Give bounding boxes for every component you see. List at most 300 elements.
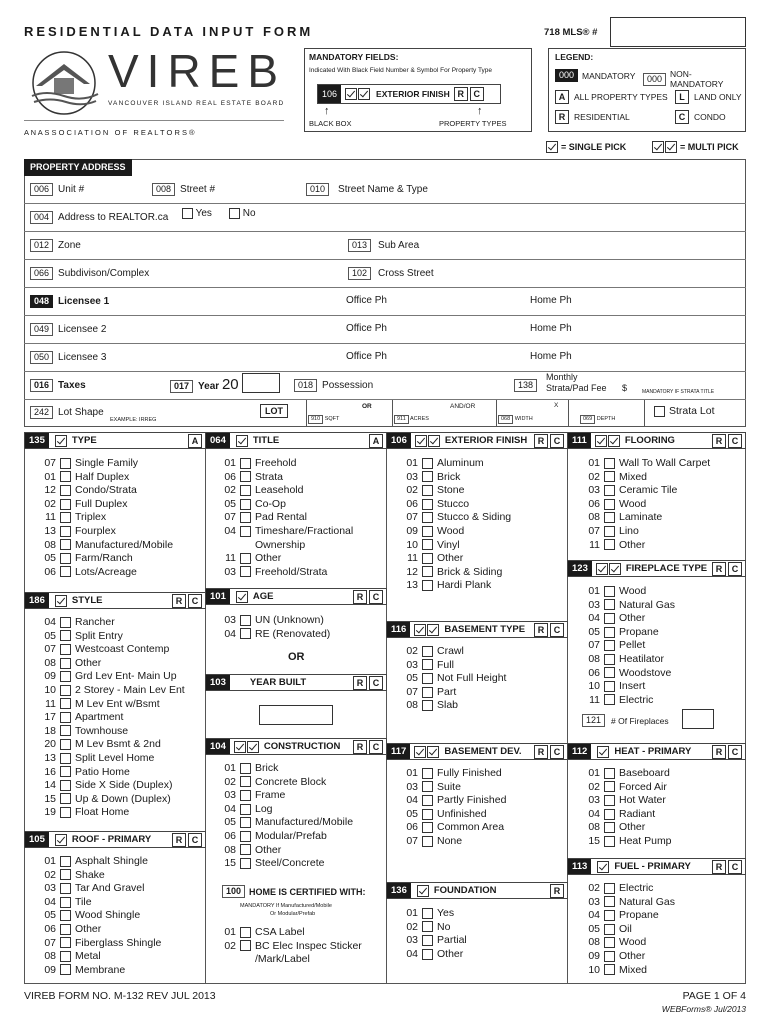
checkbox[interactable] [604,485,615,496]
checkbox[interactable] [240,553,251,564]
checkbox[interactable] [240,776,251,787]
construction-option[interactable] [222,857,353,871]
checkbox[interactable] [60,924,71,935]
option-label: Full [437,658,454,671]
foundation-option[interactable] [404,948,467,962]
checkbox[interactable] [60,566,71,577]
option-label: Stucco [437,497,470,510]
checkbox[interactable] [604,471,615,482]
basement-dev-option[interactable] [404,767,506,781]
legend-example [317,84,501,104]
heat-option[interactable] [586,794,672,808]
exterior-option[interactable] [404,498,511,512]
roof-option[interactable] [42,964,161,978]
checkbox[interactable] [604,667,615,678]
licensee1-office-ph[interactable]: Office Ph [346,295,387,306]
section-code: 117 [387,744,410,759]
section-heat-header [567,743,746,760]
strata-lot-option[interactable] [654,405,715,417]
checkbox[interactable] [604,768,615,779]
roof-option[interactable] [42,950,161,964]
roof-option[interactable] [42,937,161,951]
licensee2-office-ph[interactable]: Office Ph [346,323,387,334]
checkbox[interactable] [60,526,71,537]
foundation-option[interactable] [404,921,467,935]
fuel-option[interactable] [586,964,675,978]
construction-option[interactable] [222,789,353,803]
type-option[interactable] [42,539,173,553]
zone-field[interactable] [30,239,81,252]
exterior-option[interactable] [404,579,511,593]
exterior-option[interactable] [404,566,511,580]
address-row-7 [24,344,746,372]
checkbox[interactable] [604,781,615,792]
checkbox[interactable] [60,499,71,510]
exterior-option[interactable] [404,525,511,539]
fuel-options [586,882,675,977]
black-box-label: BLACK BOX [309,119,352,128]
checkbox[interactable] [60,685,71,696]
basement-dev-option[interactable] [404,808,506,822]
option-label: Partial [437,934,467,947]
roof-option[interactable] [42,869,161,883]
licensee3-office-ph[interactable]: Office Ph [346,351,387,362]
checkbox[interactable] [60,458,71,469]
street-number-field[interactable] [152,183,215,196]
option-code: 02 [224,484,236,497]
roof-option[interactable] [42,855,161,869]
address-no-option[interactable] [229,208,256,219]
option-label: Fourplex [75,524,116,537]
licensee3-home-ph[interactable]: Home Ph [530,351,572,362]
checkbox[interactable] [60,753,71,764]
fireplace-option[interactable] [586,694,675,708]
checkbox[interactable] [422,795,433,806]
checkbox[interactable] [240,790,251,801]
r-tag: R [712,860,726,874]
checkbox[interactable] [604,910,615,921]
title-option[interactable] [222,498,353,512]
fireplace-option[interactable] [586,585,675,599]
exterior-option[interactable] [404,552,511,566]
checkbox[interactable] [60,807,71,818]
checkbox[interactable] [240,804,251,815]
checkbox[interactable] [240,940,251,951]
construction-option[interactable] [222,830,353,844]
checkbox[interactable] [604,681,615,692]
fireplace-option[interactable] [586,612,675,626]
option-code: 04 [406,947,418,960]
option-label: Other [255,843,282,856]
type-option[interactable] [42,552,173,566]
fuel-option[interactable] [586,882,675,896]
option-label: M Lev Bsmt & 2nd [75,738,161,751]
subarea-field[interactable] [348,239,419,252]
flooring-option[interactable] [586,484,710,498]
roof-option[interactable] [42,882,161,896]
checkbox[interactable] [604,526,615,537]
lot-shape-field[interactable] [30,406,104,419]
option-label: Natural Gas [619,895,676,908]
checkbox[interactable] [604,512,615,523]
licensee2-home-ph[interactable]: Home Ph [530,323,572,334]
checkbox[interactable] [422,935,433,946]
exterior-option[interactable] [404,471,511,485]
checkbox[interactable] [422,908,433,919]
checkbox[interactable] [604,694,615,705]
style-option[interactable] [42,657,185,671]
fireplace-option[interactable] [586,653,675,667]
checkbox[interactable] [60,553,71,564]
address-yes-option[interactable] [182,208,212,219]
taxes-field[interactable] [30,379,86,392]
checkbox[interactable] [604,809,615,820]
title-option[interactable] [222,539,353,553]
checkbox[interactable] [604,613,615,624]
street-name-field[interactable] [306,183,428,196]
checkbox[interactable] [422,580,433,591]
basement-type-option[interactable] [404,645,506,659]
checkbox[interactable] [422,526,433,537]
checkbox[interactable] [182,208,193,219]
checkbox[interactable] [422,700,433,711]
certified-option[interactable] [222,926,362,940]
option-code: 07 [406,834,418,847]
basement-type-option[interactable] [404,699,506,713]
style-option[interactable] [42,684,185,698]
option-code: 15 [44,792,56,805]
checkbox[interactable] [604,627,615,638]
section-code: 136 [387,883,411,898]
checkbox[interactable] [240,485,251,496]
type-option[interactable] [42,511,173,525]
age-option[interactable] [222,628,330,642]
style-option[interactable] [42,698,185,712]
option-code: 10 [588,963,600,976]
basement-type-option[interactable] [404,659,506,673]
roof-option[interactable] [42,923,161,937]
depth-field[interactable] [580,415,615,424]
check-icon [55,834,67,846]
style-option[interactable] [42,738,185,752]
fireplace-option[interactable] [586,667,675,681]
checkbox[interactable] [60,471,71,482]
exterior-option[interactable] [404,457,511,471]
style-option[interactable] [42,766,185,780]
option-code: 06 [588,666,600,679]
cross-street-field[interactable] [348,267,434,280]
exterior-option[interactable] [404,511,511,525]
checkbox[interactable] [604,539,615,550]
option-code: 12 [44,484,56,497]
checkbox[interactable] [422,687,433,698]
roof-option[interactable] [42,896,161,910]
checkbox[interactable] [60,793,71,804]
section-roof-header [24,831,206,848]
subdivision-field[interactable] [30,267,149,280]
checkbox[interactable] [604,896,615,907]
fuel-option[interactable] [586,896,675,910]
checkbox[interactable] [240,512,251,523]
checkbox[interactable] [604,586,615,597]
option-code: 11 [225,552,236,565]
checkbox[interactable] [604,458,615,469]
flooring-options [586,457,710,552]
flooring-option[interactable] [586,471,710,485]
checkbox[interactable] [604,654,615,665]
type-option[interactable] [42,566,173,580]
title-option[interactable] [222,511,353,525]
field-label: Sub Area [378,240,420,251]
checkbox[interactable] [422,768,433,779]
construction-option[interactable] [222,762,353,776]
mls-input[interactable] [610,17,746,47]
checkbox[interactable] [60,698,71,709]
certified-option[interactable] [222,953,362,967]
checkbox[interactable] [60,897,71,908]
title-option[interactable] [222,552,353,566]
flooring-option[interactable] [586,511,710,525]
checkbox[interactable] [422,836,433,847]
checkbox[interactable] [604,499,615,510]
checkbox[interactable] [240,817,251,828]
r-tag: R [534,623,548,637]
licensee1-home-ph[interactable]: Home Ph [530,295,572,306]
heat-options [586,767,672,849]
page-number: PAGE 1 OF 4 [682,990,746,1002]
checkbox[interactable] [60,712,71,723]
heat-option[interactable] [586,781,672,795]
checkbox[interactable] [422,499,433,510]
checkbox[interactable] [604,836,615,847]
certified-option[interactable] [222,940,362,954]
checkbox[interactable] [422,512,433,523]
checkbox[interactable] [604,924,615,935]
checkbox[interactable] [60,644,71,655]
option-code: 07 [406,511,418,524]
style-option[interactable] [42,752,185,766]
checkbox[interactable] [240,615,251,626]
checkbox[interactable] [422,458,433,469]
unit-field[interactable] [30,183,84,196]
fireplace-option[interactable] [586,680,675,694]
arrow-up-icon: ↑ [324,105,330,117]
style-option[interactable] [42,779,185,793]
checkbox[interactable] [604,599,615,610]
checkbox[interactable] [422,949,433,960]
option-label: Slab [437,699,459,712]
checkbox[interactable] [60,671,71,682]
option-code: 06 [44,922,56,935]
field-code: 066 [30,267,53,280]
checkbox[interactable] [60,512,71,523]
checkbox[interactable] [422,566,433,577]
section-code: 105 [25,832,49,847]
style-option[interactable] [42,725,185,739]
option-label: Propane [619,909,659,922]
checkbox[interactable] [422,809,433,820]
checkbox[interactable] [240,499,251,510]
acres-field[interactable] [394,415,429,424]
exterior-option[interactable] [404,539,511,553]
fireplace-option[interactable] [586,599,675,613]
checkbox[interactable] [422,781,433,792]
type-option[interactable] [42,457,173,471]
checkbox[interactable] [60,780,71,791]
checkbox[interactable] [604,822,615,833]
flooring-option[interactable] [586,457,710,471]
checkbox[interactable] [60,725,71,736]
style-option[interactable] [42,711,185,725]
checkbox[interactable] [604,640,615,651]
flooring-option[interactable] [586,525,710,539]
checkbox[interactable] [422,921,433,932]
fireplace-count-input[interactable] [682,709,714,729]
checkbox[interactable] [422,471,433,482]
checkbox[interactable] [422,539,433,550]
fuel-option[interactable] [586,909,675,923]
checkbox[interactable] [240,471,251,482]
style-option[interactable] [42,630,185,644]
checkbox[interactable] [229,208,240,219]
fuel-option[interactable] [586,950,675,964]
licensee2-field[interactable] [30,323,106,336]
title-option[interactable] [222,471,353,485]
title-option[interactable] [222,457,353,471]
checkbox[interactable] [240,927,251,938]
checkbox[interactable] [60,869,71,880]
basement-dev-option[interactable] [404,794,506,808]
checkbox[interactable] [422,659,433,670]
option-label: Manufactured/Mobile [255,816,354,829]
flooring-option[interactable] [586,539,710,553]
checkbox[interactable] [422,822,433,833]
checkbox[interactable] [60,937,71,948]
checkbox[interactable] [240,526,251,537]
heat-option[interactable] [586,767,672,781]
basement-dev-option[interactable] [404,835,506,849]
checkbox[interactable] [422,646,433,657]
option-label: Patio Home [75,765,130,778]
sqft-field[interactable] [308,415,339,424]
possession-field[interactable] [294,379,373,392]
flooring-option[interactable] [586,498,710,512]
checkbox[interactable] [422,485,433,496]
checkbox[interactable] [604,937,615,948]
exterior-option[interactable] [404,484,511,498]
field-code: 910 [308,415,323,424]
fuel-option[interactable] [586,923,675,937]
fireplace-option[interactable] [586,626,675,640]
section-age-header [205,588,387,605]
option-label: Rancher [75,616,115,628]
style-option[interactable] [42,670,185,684]
basement-type-option[interactable] [404,672,506,686]
roof-option[interactable] [42,909,161,923]
licensee3-field[interactable] [30,351,106,364]
multi-pick-text: = MULTI PICK [680,142,739,152]
style-option[interactable] [42,793,185,807]
checkbox[interactable] [60,951,71,962]
heat-option[interactable] [586,835,672,849]
licensee1-field[interactable] [30,295,109,308]
option-label: Partly Finished [437,794,507,807]
checkbox[interactable] [60,766,71,777]
field-label: Year [198,381,220,392]
basement-dev-option[interactable] [404,781,506,795]
style-option[interactable] [42,616,185,630]
r-tag: R [353,740,367,754]
type-option[interactable] [42,525,173,539]
checkbox[interactable] [604,795,615,806]
foundation-option[interactable] [404,907,467,921]
checkbox[interactable] [422,553,433,564]
fuel-option[interactable] [586,936,675,950]
construction-option[interactable] [222,816,353,830]
checkbox[interactable] [60,910,71,921]
checkbox[interactable] [240,858,251,869]
checkbox[interactable] [240,763,251,774]
fireplace-option[interactable] [586,639,675,653]
title-option[interactable] [222,525,353,539]
checkbox[interactable] [604,964,615,975]
field-label: Licensee 2 [58,324,107,335]
checkbox[interactable] [240,458,251,469]
checkbox[interactable] [60,539,71,550]
option-code: 02 [44,497,56,510]
checkbox[interactable] [60,485,71,496]
type-option[interactable] [42,471,173,485]
checkbox[interactable] [60,739,71,750]
construction-option[interactable] [222,803,353,817]
type-option[interactable] [42,498,173,512]
heat-option[interactable] [586,808,672,822]
option-code: 07 [44,936,56,949]
title-option[interactable] [222,566,353,580]
checkbox[interactable] [240,844,251,855]
checkbox[interactable] [604,951,615,962]
type-option[interactable] [42,484,173,498]
construction-option[interactable] [222,776,353,790]
c-tag: C [470,87,484,101]
checkbox[interactable] [60,617,71,628]
style-option[interactable] [42,643,185,657]
year-input[interactable] [242,373,280,393]
checkbox[interactable] [60,658,71,669]
foundation-option[interactable] [404,934,467,948]
checkbox[interactable] [240,566,251,577]
style-option[interactable] [42,806,185,820]
checkbox[interactable] [60,883,71,894]
checkbox[interactable] [60,630,71,641]
title-option[interactable] [222,484,353,498]
basement-dev-option[interactable] [404,821,506,835]
year-built-input[interactable] [259,705,333,725]
heat-option[interactable] [586,821,672,835]
age-option[interactable] [222,614,330,628]
checkbox[interactable] [422,673,433,684]
checkbox[interactable] [604,883,615,894]
basement-type-option[interactable] [404,686,506,700]
checkbox[interactable] [60,856,71,867]
checkbox[interactable] [654,406,665,417]
width-field[interactable] [498,415,533,424]
checkbox[interactable] [240,628,251,639]
checkbox[interactable] [60,964,71,975]
checkbox[interactable] [240,831,251,842]
construction-option[interactable] [222,844,353,858]
field-label: Lot Shape [58,407,104,418]
